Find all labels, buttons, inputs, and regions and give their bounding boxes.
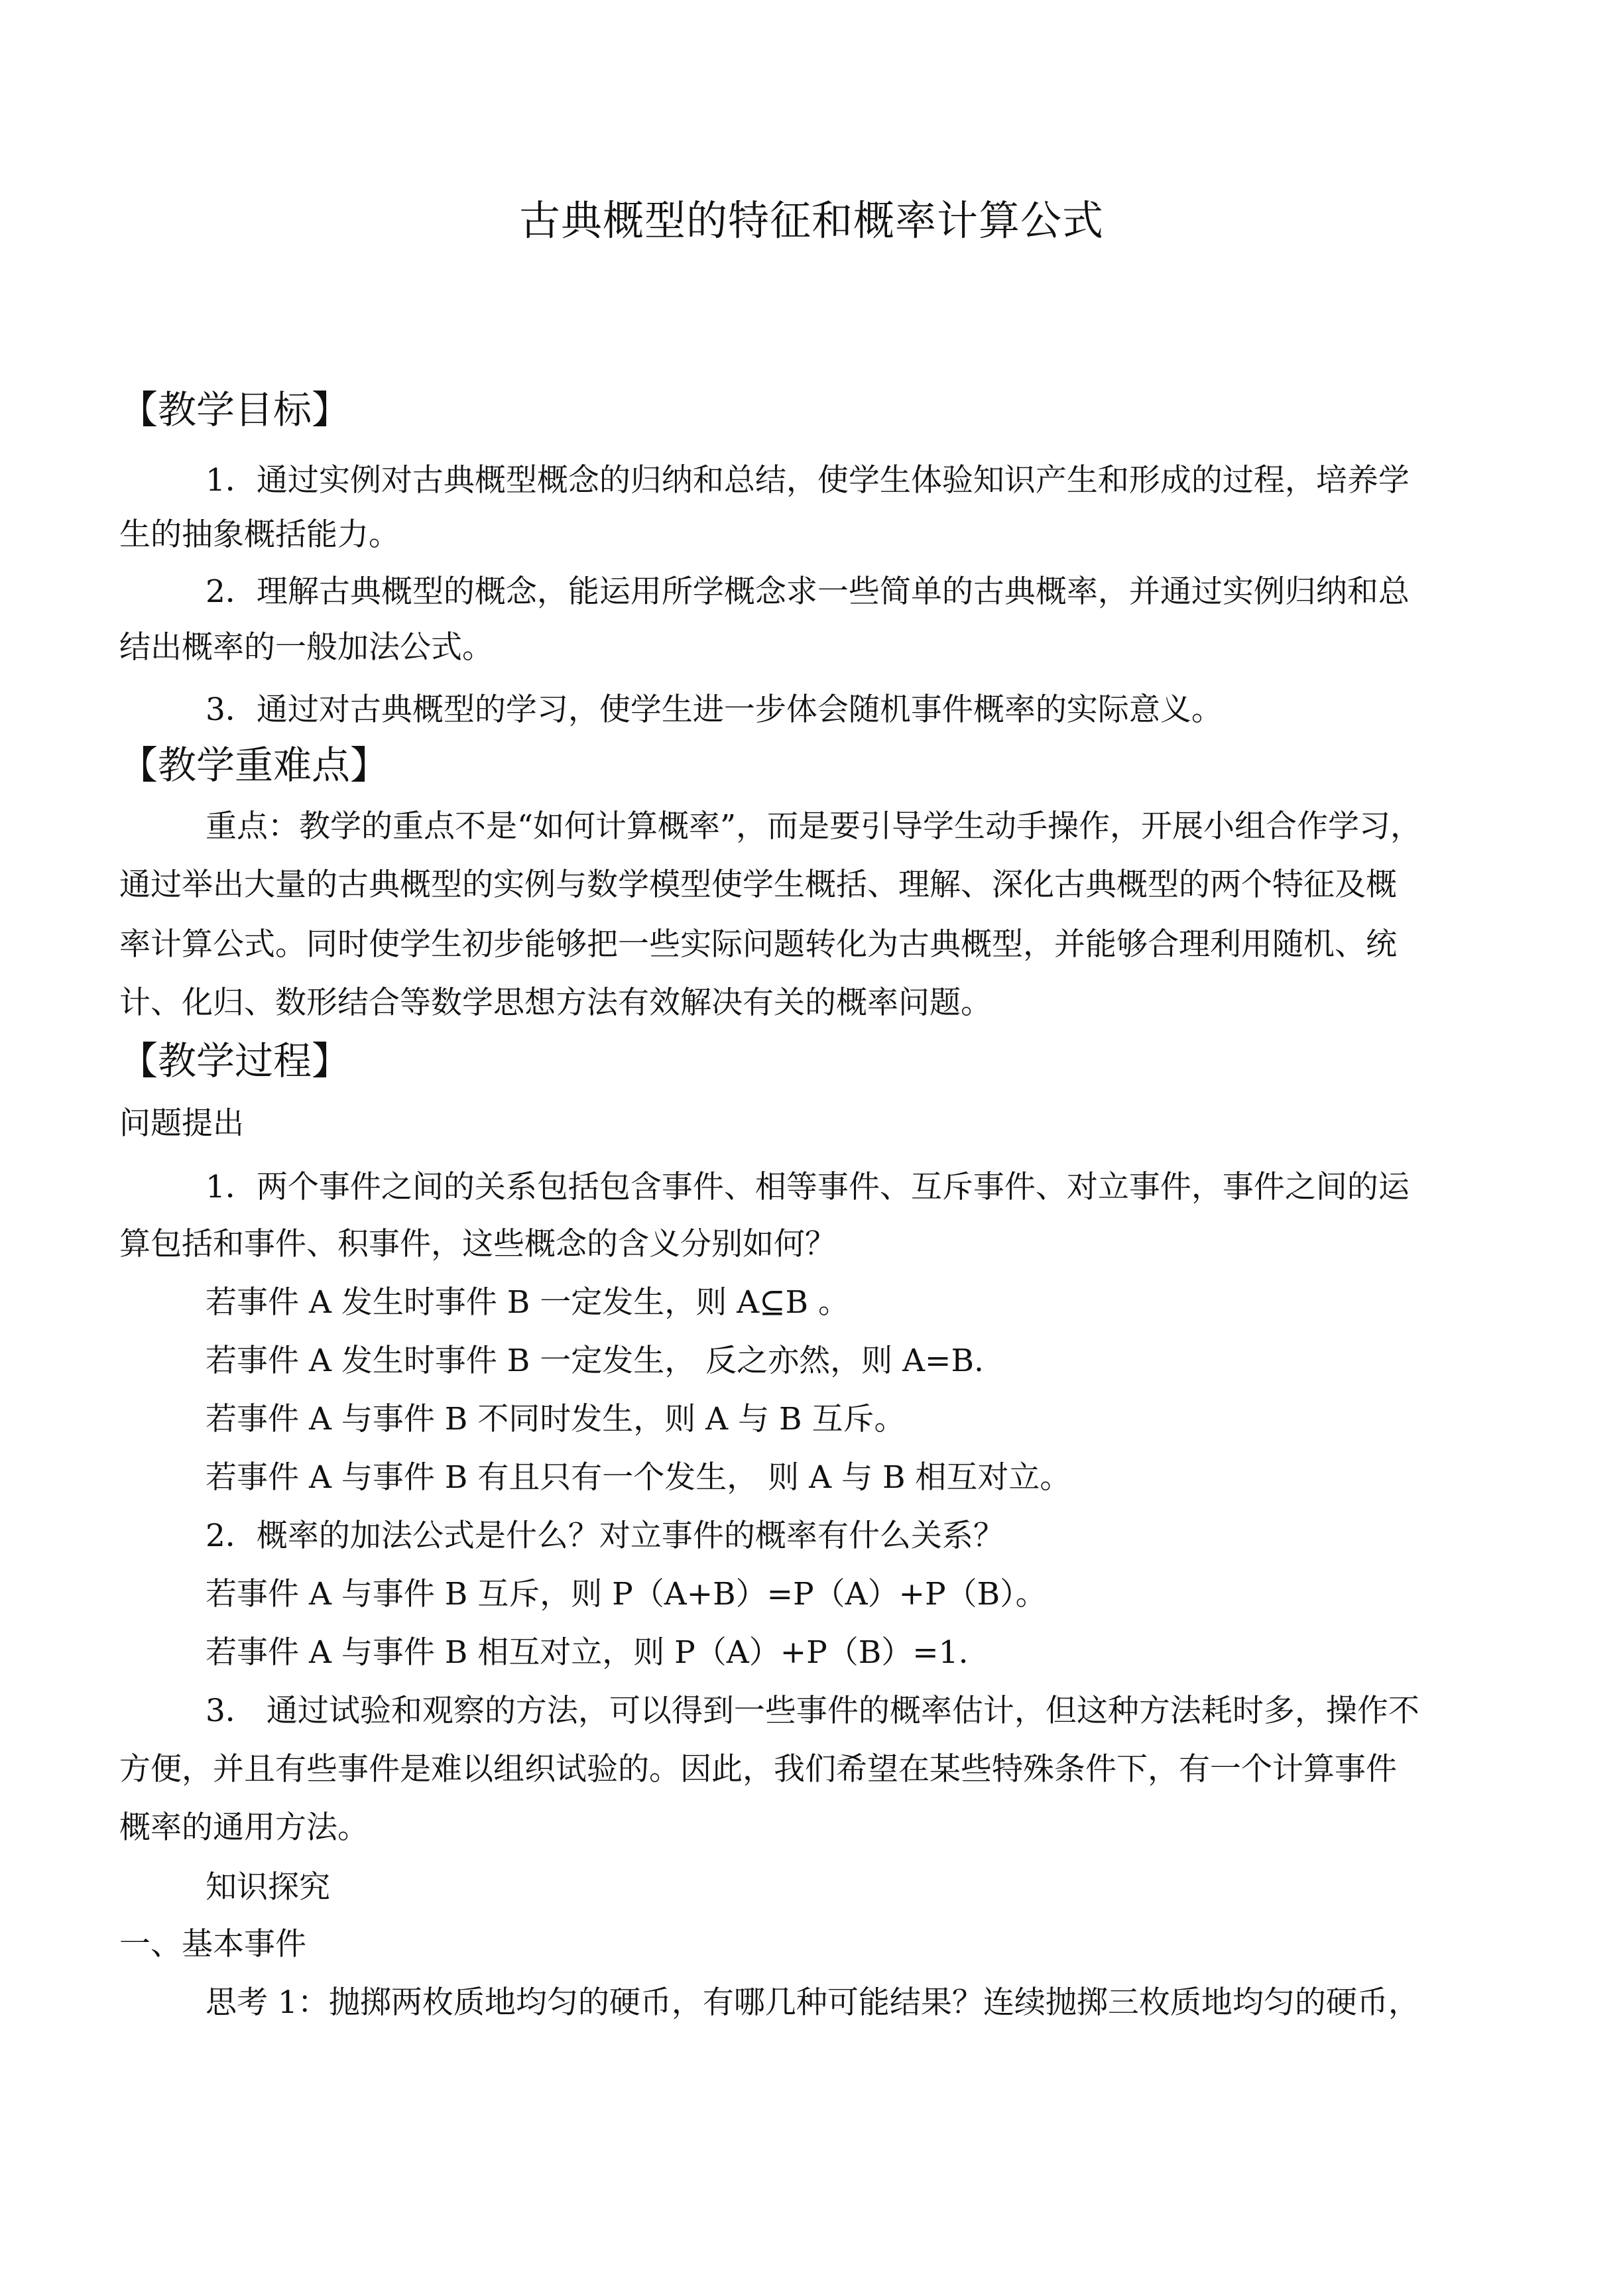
- paragraph-line: 若事件 A 与事件 B 有且只有一个发生， 则 A 与 B 相互对立。: [206, 1459, 1071, 1496]
- subsection-label: 问题提出: [119, 1105, 244, 1142]
- paragraph-line: 若事件 A 发生时事件 B 一定发生， 反之亦然，则 A=B.: [206, 1343, 984, 1379]
- paragraph-line: 1．两个事件之间的关系包括包含事件、相等事件、互斥事件、对立事件，事件之间的运: [206, 1169, 1410, 1205]
- paragraph-line: 2．概率的加法公式是什么？对立事件的概率有什么关系？: [206, 1518, 1004, 1554]
- paragraph-line: 通过举出大量的古典概型的实例与数学模型使学生概括、理解、深化古典概型的两个特征及概: [119, 867, 1397, 903]
- subsection-label: 知识探究: [206, 1869, 330, 1905]
- paragraph-line: 方便，并且有些事件是难以组织试验的。因此，我们希望在某些特殊条件下，有一个计算事件: [119, 1751, 1397, 1787]
- section-heading-process: 【教学过程】: [119, 1038, 351, 1083]
- paragraph-line: 若事件 A 发生时事件 B 一定发生，则 A⊆B 。: [206, 1284, 849, 1321]
- section-heading-objectives: 【教学目标】: [119, 387, 351, 432]
- paragraph-line: 3．通过对古典概型的学习，使学生进一步体会随机事件概率的实际意义。: [206, 692, 1223, 728]
- section-heading-key-points: 【教学重难点】: [119, 743, 389, 788]
- paragraph-line: 概率的通用方法。: [119, 1809, 369, 1846]
- paragraph-line: 计、化归、数形结合等数学思想方法有效解决有关的概率问题。: [119, 985, 992, 1021]
- paragraph-line: 算包括和事件、积事件，这些概念的含义分别如何？: [119, 1226, 836, 1262]
- paragraph-line: 若事件 A 与事件 B 相互对立，则 P（A）+P（B）=1.: [206, 1634, 969, 1671]
- document-title: 古典概型的特征和概率计算公式: [518, 196, 1104, 245]
- paragraph-line: 思考 1：抛掷两枚质地均匀的硬币，有哪几种可能结果？连续抛掷三枚质地均匀的硬币，: [206, 1984, 1419, 2021]
- subsection-label: 一、基本事件: [119, 1926, 306, 1963]
- paragraph-line: 率计算公式。同时使学生初步能够把一些实际问题转化为古典概型，并能够合理利用随机、统: [119, 926, 1397, 963]
- paragraph-line: 结出概率的一般加法公式。: [119, 629, 493, 666]
- paragraph-line: 重点：教学的重点不是“如何计算概率”，而是要引导学生动手操作，开展小组合作学习，: [206, 808, 1422, 845]
- paragraph-line: 生的抽象概括能力。: [119, 516, 400, 553]
- paragraph-line: 若事件 A 与事件 B 不同时发生，则 A 与 B 互斥。: [206, 1401, 906, 1437]
- paragraph-line: 2．理解古典概型的概念，能运用所学概念求一些简单的古典概率，并通过实例归纳和总: [206, 574, 1410, 610]
- paragraph-line: 1．通过实例对古典概型概念的归纳和总结，使学生体验知识产生和形成的过程，培养学: [206, 462, 1410, 499]
- paragraph-line: 3． 通过试验和观察的方法，可以得到一些事件的概率估计，但这种方法耗时多，操作不: [206, 1693, 1419, 1729]
- paragraph-line: 若事件 A 与事件 B 互斥，则 P（A+B）=P（A）+P（B）。: [206, 1576, 1047, 1612]
